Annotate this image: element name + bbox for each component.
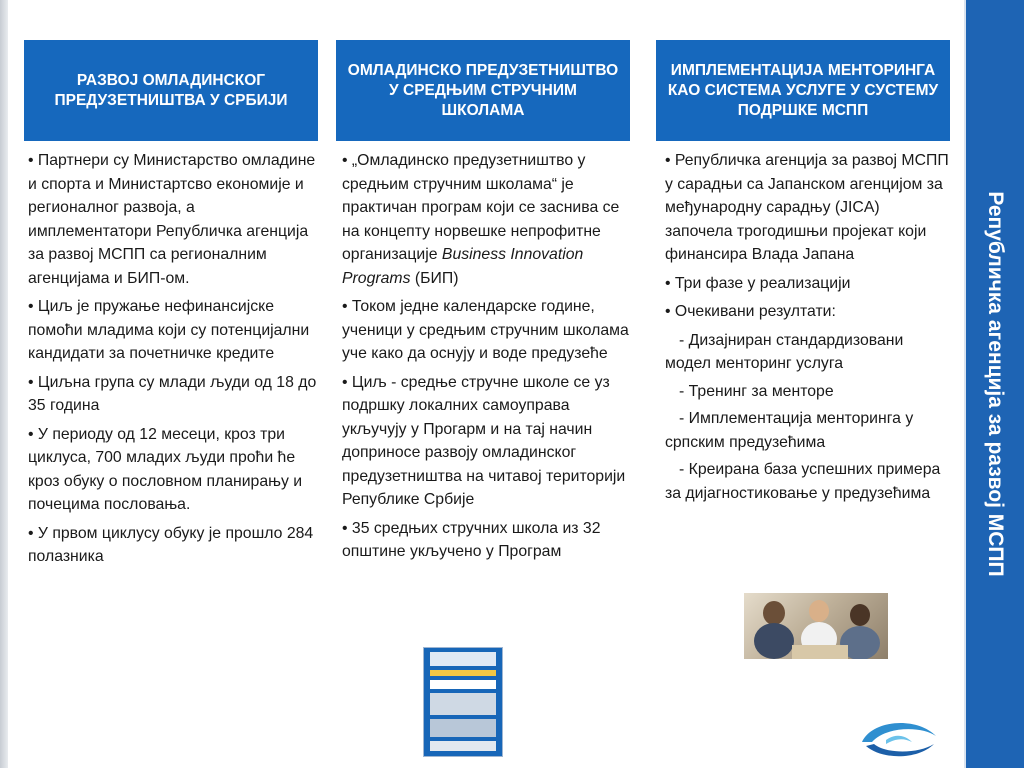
bullet-item: • У периоду од 12 месеци, кроз три циклуса, 700 младих људи проћи ће кроз обуку о пословном планирању и почецима пословања.	[28, 425, 303, 513]
bullet-item	[342, 149, 630, 290]
result-text: - Имплементација менторинга у српским предузећима	[665, 410, 914, 451]
bullet-item: • Три фазе у реализацији	[665, 274, 851, 292]
column-header: РАЗВОЈ ОМЛАДИНСКОГ ПРЕДУЗЕТНИШТВА У СРБИЈИ	[24, 40, 318, 141]
column-body	[656, 141, 950, 505]
agency-title: Републичка агенција за развој МСПП	[984, 191, 1007, 577]
column-header: ОМЛАДИНСКО ПРЕДУЗЕТНИШТВО У СРЕДЊИМ СТРУЧНИМ ШКОЛАМА	[336, 40, 630, 141]
result-item	[665, 380, 950, 404]
bullet-item: • 35 средњих стручних школа из 32 општине укључено у Програм	[342, 519, 601, 560]
bullet-item: • Партнери су Министарство омладине и спорта и Министартсво економије и регионалног развоја, а имплементатори Републичка агенција за развој МСПП са регионалним агенцијама и БИП-ом.	[28, 152, 316, 287]
column-youth-entrepreneurship	[24, 40, 318, 574]
agency-sidebar	[964, 0, 1024, 768]
result-item	[665, 458, 950, 505]
left-decor-strip	[0, 0, 8, 768]
meeting-photo	[744, 593, 888, 659]
column-header: ИМПЛЕМЕНТАЦИЈА МЕНТОРИНГА КАО СИСТЕМА УСЛУГЕ У СУСТЕМУ ПОДРШКЕ МСПП	[656, 40, 950, 141]
bullet-item: • Републичка агенција за развој МСПП у сарадњи са Јапанском агенцијом за међународну сарадњу (JICA) започела трогодишњи пројекат који финансира Влада Јапана	[665, 152, 949, 263]
result-text: - Тренинг за менторе	[679, 382, 834, 400]
column-body	[336, 141, 630, 564]
bullet-item: • Током једне календарске године, ученици у средњим стручним школама уче како да оснују и воде предузеће	[342, 298, 629, 362]
agency-logo	[856, 716, 940, 762]
column-body	[24, 141, 318, 569]
bullet-item: • Циљ - средње стручне школе се уз подршку локалних самоуправа укључују у Прогарм и на тај начин доприносе развоју омладинског предузетништва на читавој територији Републике Србије	[342, 373, 626, 508]
result-text: - Креирана база успешних примера за дијагностиковање у предузећима	[665, 461, 941, 502]
bullet-item: • Циљна група су млади људи од 18 до 35 година	[28, 373, 317, 414]
program-name: Business Innovation Programs	[342, 246, 584, 287]
result-item	[665, 329, 950, 376]
column-school-entrepreneurship	[336, 40, 630, 569]
bullet-text: • „Омладинско предузетништво у средњим стручним школама“ је практичан програм који се заснива се на концепту норвешке непрофитне организације	[342, 152, 620, 263]
bullet-item: • Циљ је пружање нефинансијске помоћи младима који су потенцијални кандидати за почетничке кредите	[28, 298, 310, 362]
result-item	[665, 407, 950, 454]
bullet-item: • Очекивани резултати:	[665, 303, 836, 320]
bullet-text: (БИП)	[410, 269, 459, 287]
column-mentoring	[656, 40, 950, 509]
brochure-image	[423, 647, 503, 757]
result-text: - Дизајниран стандардизовани модел менторинг услуга	[665, 331, 904, 372]
bullet-item: • У првом циклусу обуку је прошло 284 полазника	[28, 524, 314, 565]
